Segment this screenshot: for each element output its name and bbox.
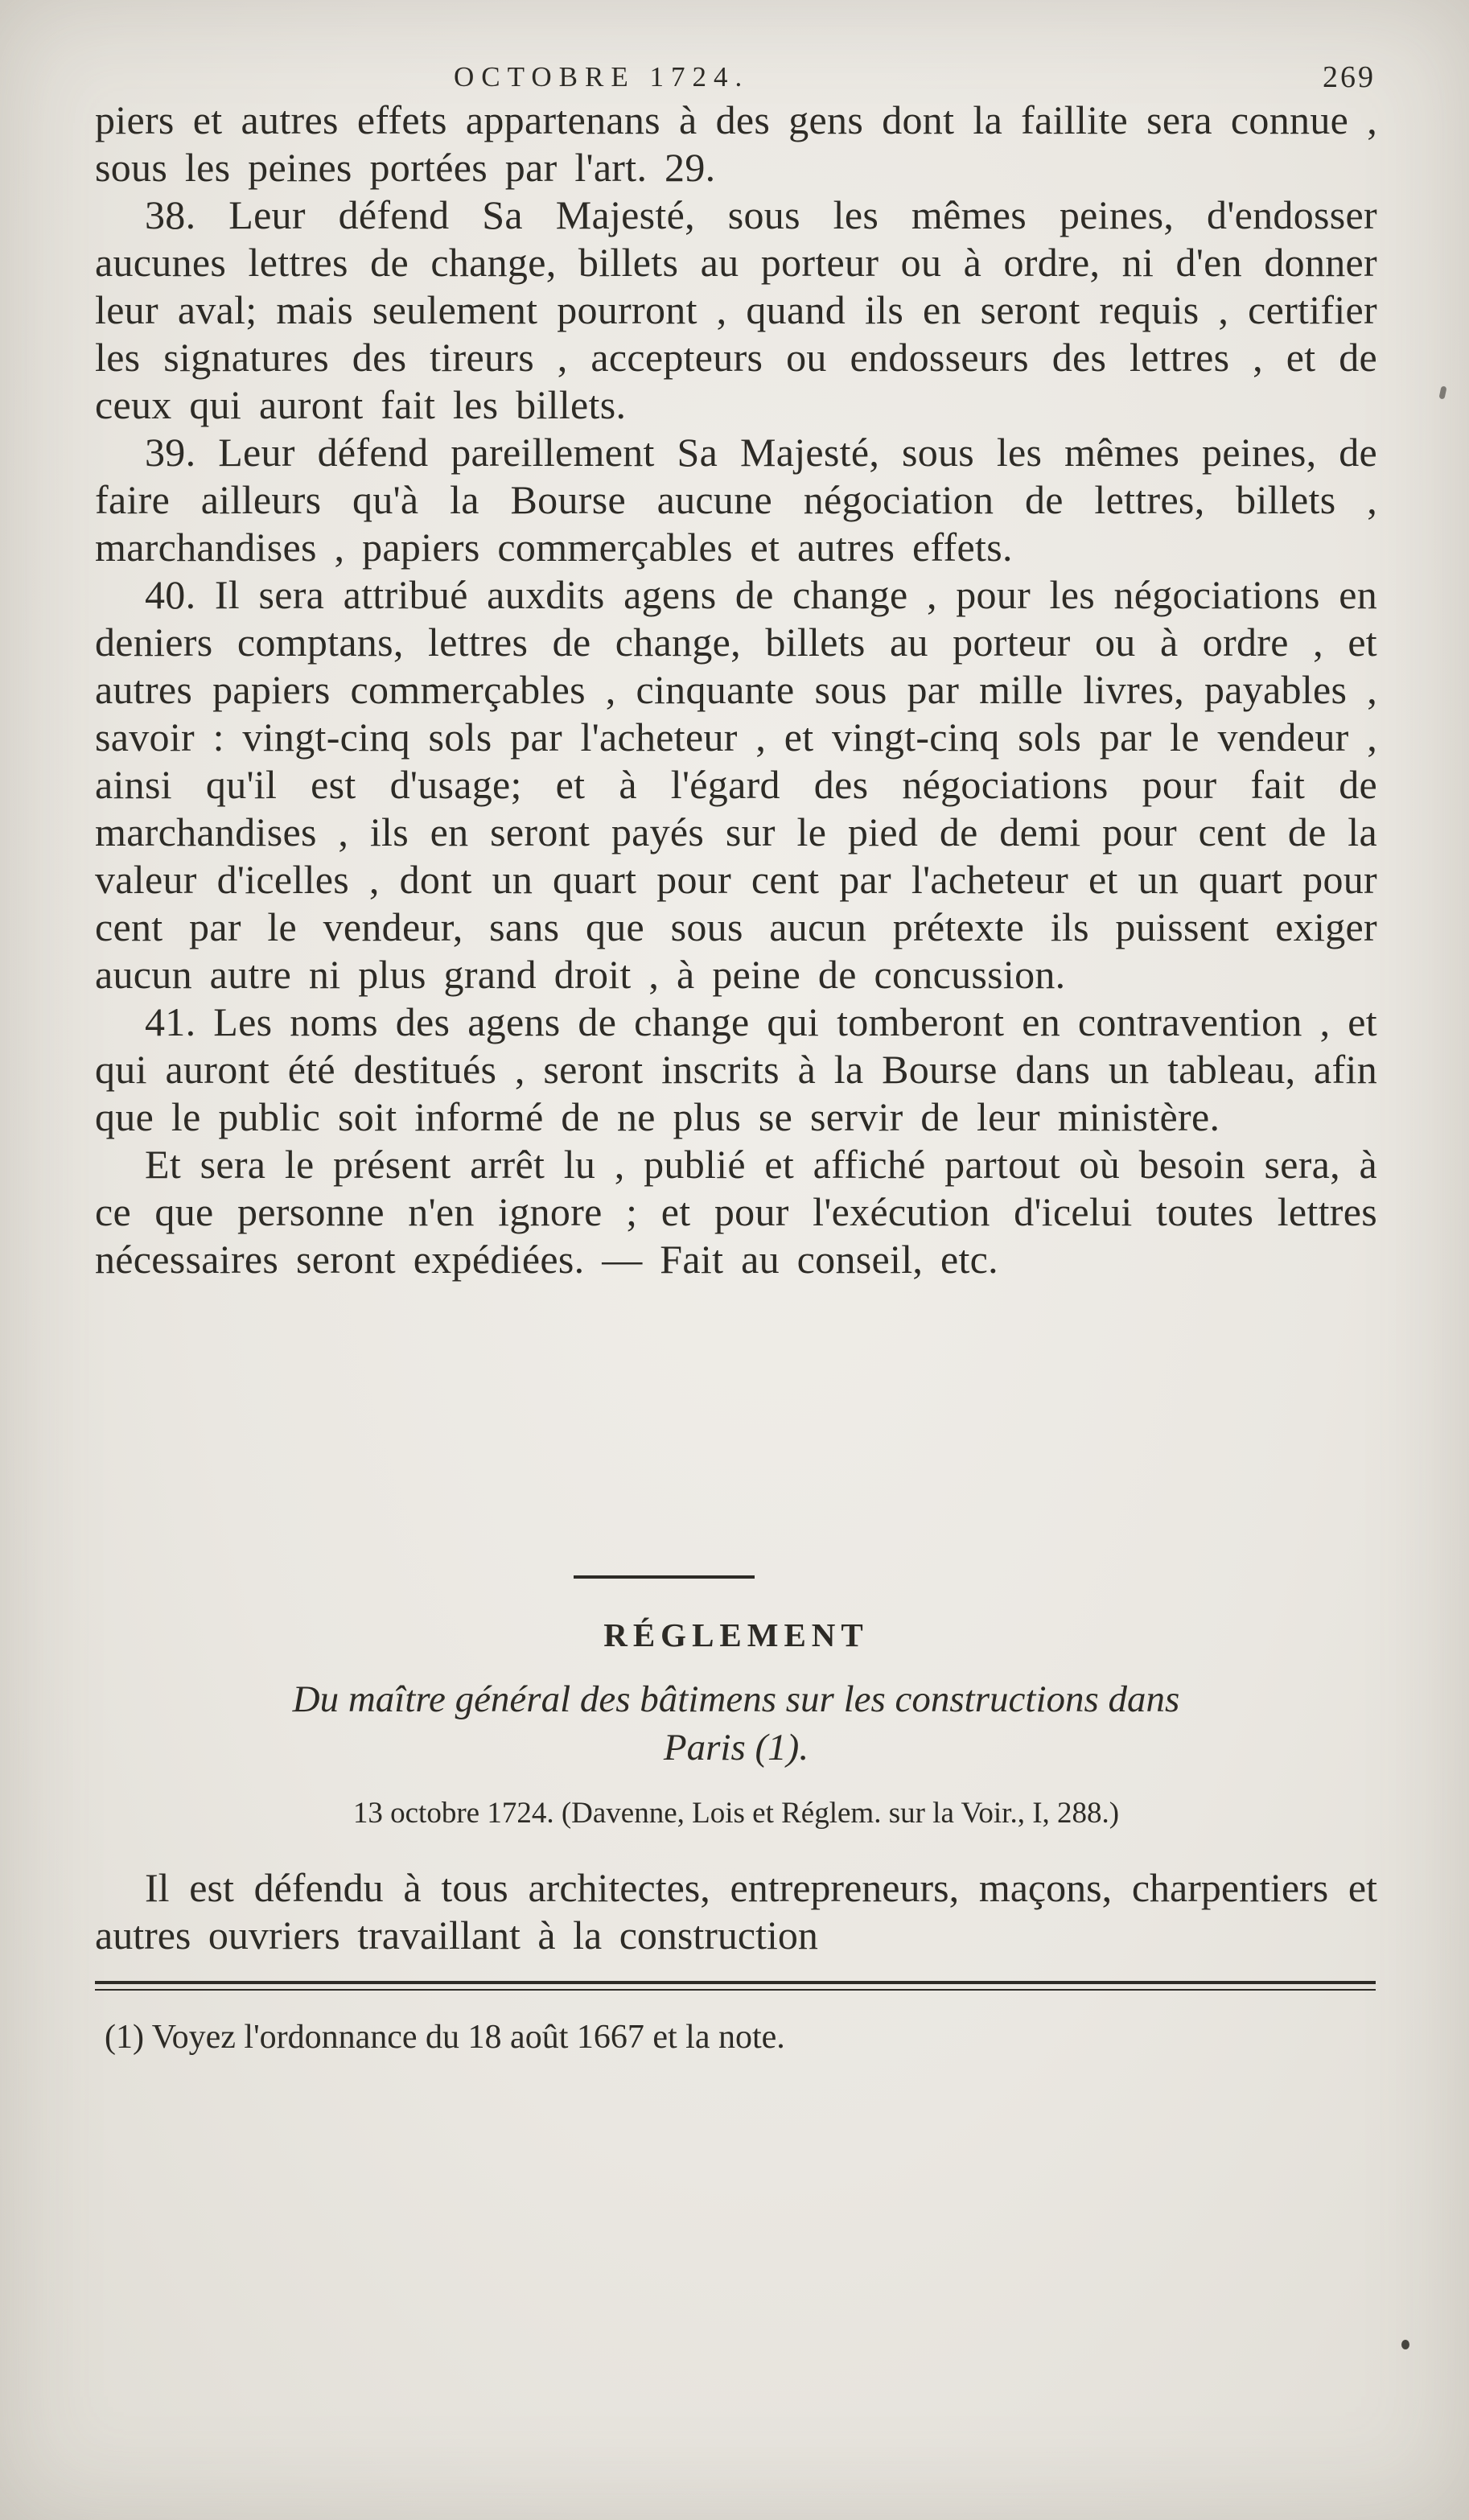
paragraph: Il est défendu à tous architectes, entrepreneurs, maçons, charpentiers et autres ouvriers travaillant à la construction xyxy=(95,1865,1377,1958)
paragraph: 39. Leur défend pareillement Sa Majesté, sous les mêmes peines, de faire ailleurs qu'à la Bourse aucune négociation de lettres, billets , marchandises , papiers commerçables et autres effets. xyxy=(95,430,1377,570)
ink-speck xyxy=(1438,385,1446,399)
paragraph: 41. Les noms des agens de change qui tomberont en contravention , et qui auront été destitués , seront inscrits à la Bourse dans un tableau, afin que le public soit informé de ne plus se servir de leur ministère. xyxy=(95,999,1377,1139)
reglement-section xyxy=(95,1575,1377,1959)
section-title-line2: Paris (1). xyxy=(663,1727,809,1769)
footnote-divider xyxy=(95,1981,1376,1991)
paragraph: Et sera le présent arrêt lu , publié et affiché partout où besoin sera, à ce que personne n'en ignore ; et pour l'exécution d'icelui toutes lettres nécessaires seront expédiées. — Fait au conseil, etc. xyxy=(95,1142,1377,1282)
ink-speck xyxy=(1401,2340,1409,2349)
section-heading: RÉGLEMENT xyxy=(603,1616,869,1653)
section-title-line1: Du maître général des bâtimens sur les constructions dans xyxy=(292,1678,1180,1720)
running-header xyxy=(95,60,1377,97)
page-number: 269 xyxy=(1323,60,1376,94)
footnote: (1) Voyez l'ordonnance du 18 août 1667 et la note. xyxy=(105,2019,785,2056)
paragraph: 40. Il sera attribué auxdits agens de change , pour les négociations en deniers comptans, lettres de change, billets au porteur ou à ordre , et autres papiers commerçables , cinquante sous par mille livres, payables , savoir : vingt-cinq sols par l'acheteur , et vingt-cinq sols par le vendeur , ainsi qu'il est d'usage; et à l'égard des négociations pour fait de marchandises , ils en seront payés sur le pied de demi pour cent de la valeur d'icelles , dont un quart pour cent par l'acheteur et un quart pour cent par le vendeur, sans que sous aucun prétexte ils puissent exiger aucun autre ni plus grand droit , à peine de concussion. xyxy=(95,572,1377,997)
section-citation: 13 octobre 1724. (Davenne, Lois et Réglem. sur la Voir., I, 288.) xyxy=(352,1797,1120,1830)
section-divider xyxy=(574,1575,755,1579)
body-text xyxy=(95,97,1377,1283)
running-header-title: OCTOBRE 1724. xyxy=(454,61,750,93)
section-title xyxy=(95,1675,1377,1772)
paragraph: piers et autres effets appartenans à des gens dont la faillite sera connue , sous les peines portées par l'art. 29. xyxy=(95,97,1377,190)
paragraph: 38. Leur défend Sa Majesté, sous les mêmes peines, d'endosser aucunes lettres de change, billets au porteur ou à ordre, ni d'en donner leur aval; mais seulement pourront , quand ils en seront requis , certifier les signatures des tireurs , accepteurs ou endosseurs des lettres , et de ceux qui auront fait les billets. xyxy=(95,192,1377,427)
